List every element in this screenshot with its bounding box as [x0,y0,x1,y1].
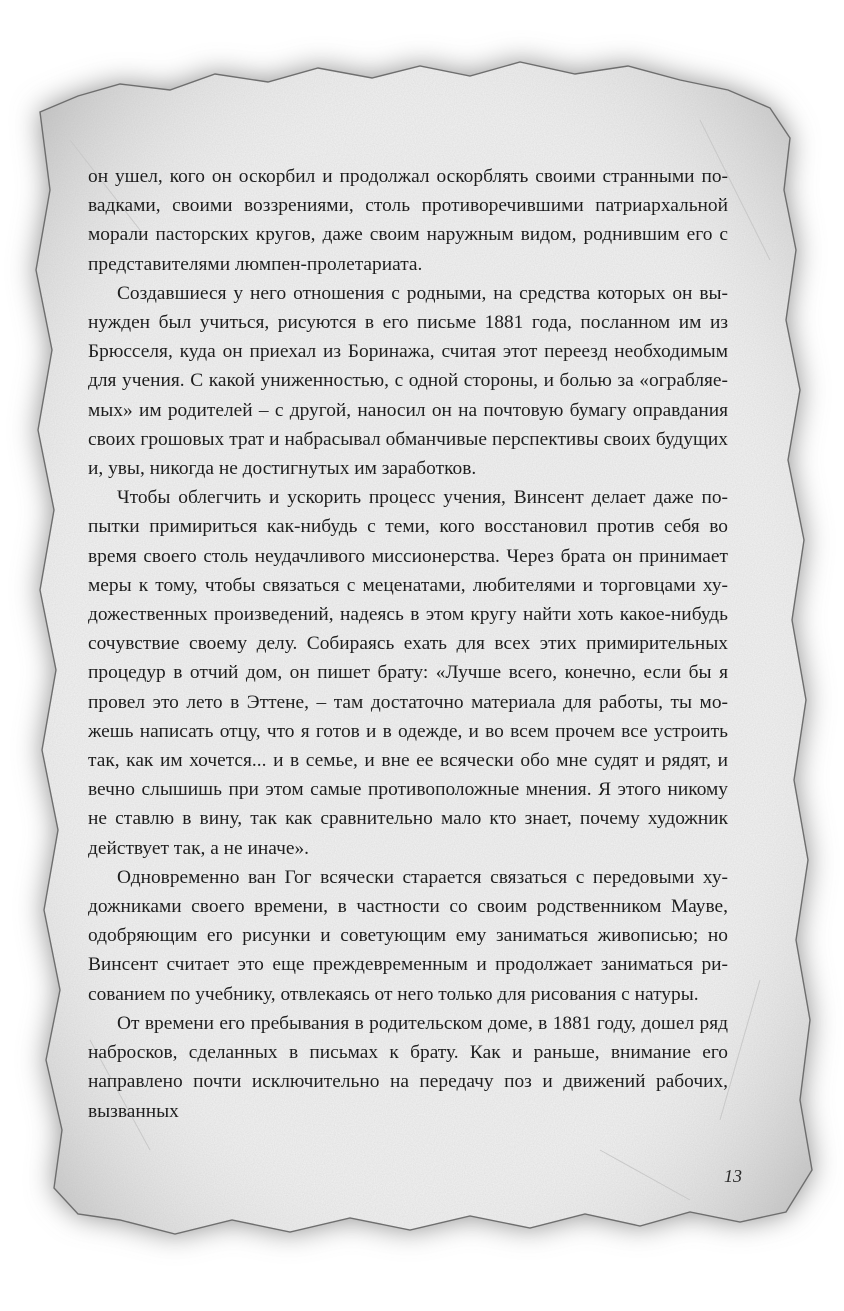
paragraph-4: Одновременно ван Гог всячески старается связаться с передовыми художниками своего времени, в частности со своим родственником Мауве, одобряющим его рисунки и советующим ему заниматься живописью; но Винсент считает это еще преждевременным и продолжает заниматься рисованием по учебнику, отвлекаясь от него только для рисования с натуры. [88,866,728,1005]
paragraph-1: он ушел, кого он оскорбил и продолжал оскорблять своими странными повадками, своими воззрениями, столь противоречившими патриархальной морали пасторских кругов, даже своим наружным видом, роднившим его с представителями люмпен-пролетариата. [88,166,728,275]
body-text [88,162,728,1126]
paragraph-2: Создавшиеся у него отношения с родными, на средства которых он вынужден был учиться, рисуются в его письме 1881 года, посланном им из Брюсселя, куда он приехал из Боринажа, считая этот переезд необходимым для учения. С какой униженностью, с одной стороны, и болью за «ограбляемых» им родителей – с другой, наносил он на почтовую бумагу оправдания своих грошовых трат и набрасывал обманчивые перспективы своих будущих и, увы, никогда не достигнутых им заработков. [88,282,728,480]
paragraph-5: От времени его пребывания в родительском доме, в 1881 году, дошел ряд набросков, сделанных в письмах к брату. Как и раньше, внимание его направлено почти исключительно на передачу поз и движений рабочих, вызванных [88,1012,728,1122]
paragraph-3: Чтобы облегчить и ускорить процесс учения, Винсент делает даже попытки примириться как-нибудь с теми, кого восстановил против себя во время своего столь неудачливого миссионерства. Через брата он принимает меры к тому, чтобы связаться с меценатами, любителями и торговцами художественных произведений, надеясь в этом кругу найти хоть какое-нибудь сочувствие своему делу. Собираясь ехать для всех этих примирительных процедур в отчий дом, он пишет брату: «Лучше всего, конечно, если бы я провел это лето в Эттене, – там достаточно материала для работы, ты можешь написать отцу, что я готов и в одежде, и во всем прочем все устроить так, как им хочется... и в семье, и вне ее всячески обо мне судят и рядят, и вечно слышишь при этом самые противоположные мнения. Я этого никому не ставлю в вину, так как сравнительно мало кто знает, почему художник действует так, а не иначе». [88,487,728,859]
page-number: 13 [724,1166,742,1186]
